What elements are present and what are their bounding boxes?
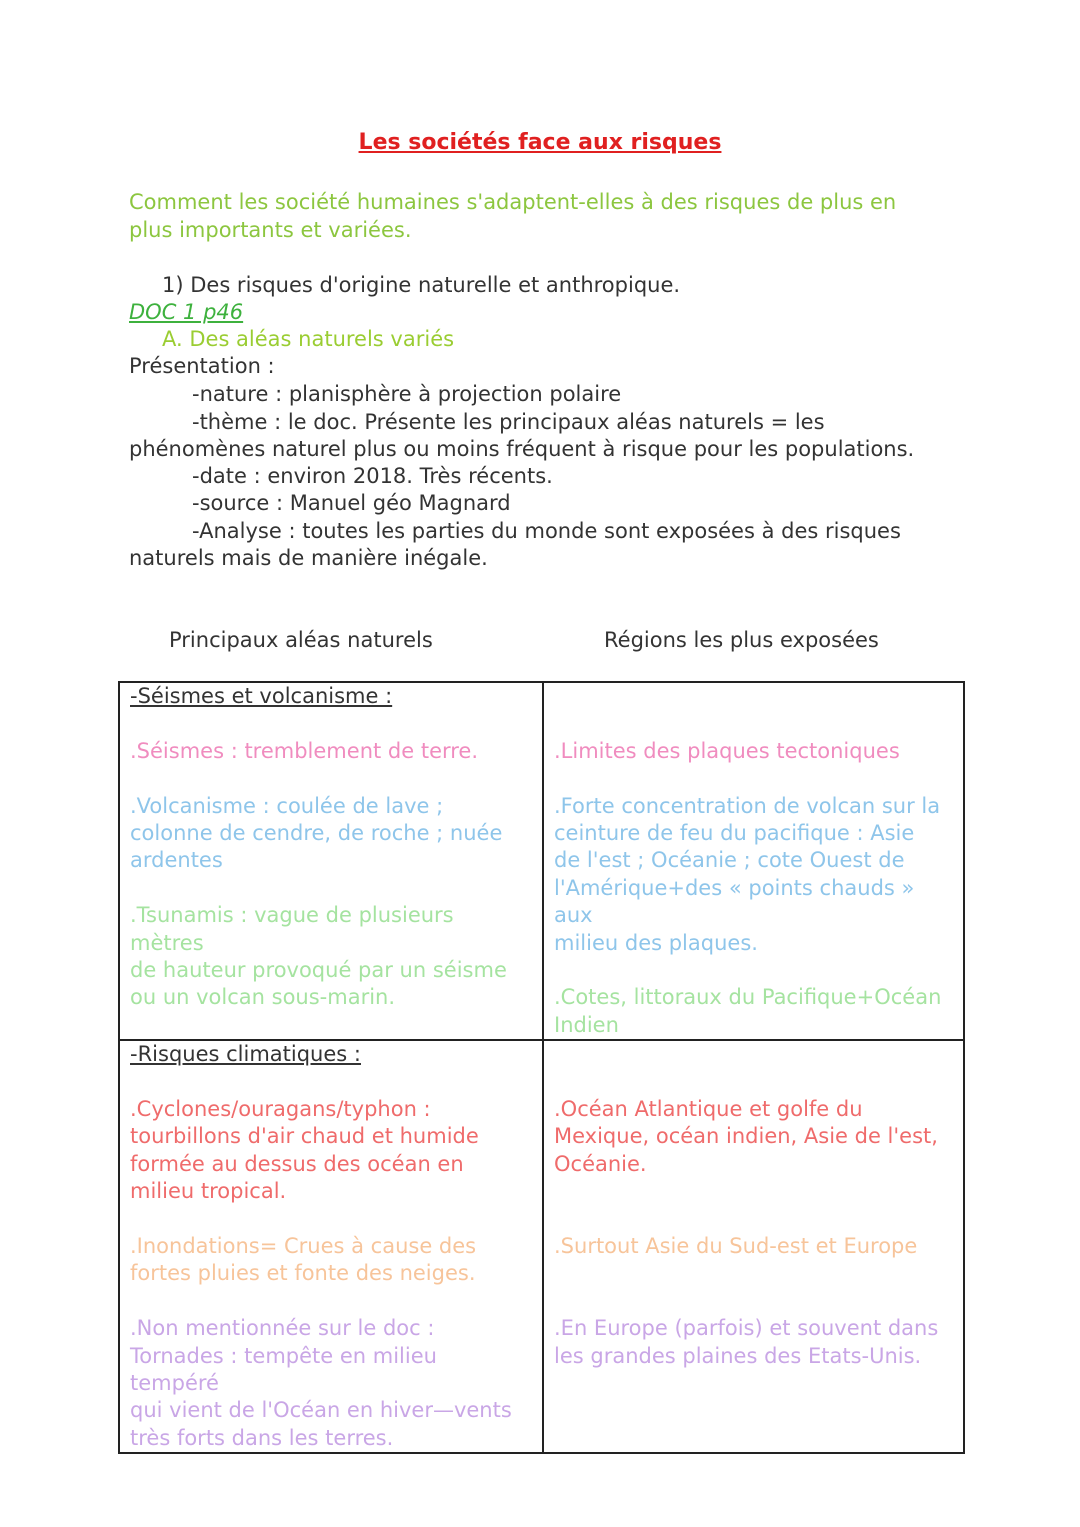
region-volcanisme-line: .Forte concentration de volcan sur la	[554, 793, 941, 818]
hazard-volcanisme-line: colonne de cendre, de roche ; nuée	[130, 821, 503, 845]
presentation-label: Présentation :	[129, 354, 275, 378]
hazard-tornades-line: Tornades : tempête en milieu tempéré	[130, 1343, 437, 1396]
hazard-tornades-line: très forts dans les terres.	[130, 1425, 394, 1450]
region-cyclones-line: .Océan Atlantique et golfe du	[554, 1097, 863, 1121]
presentation-analyse-continued: naturels mais de manière inégale.	[129, 546, 488, 570]
region-inondations: .Surtout Asie du Sud-est et Europe	[554, 1234, 918, 1258]
hazard-tornades-line: qui vient de l'Océan en hiver—vents	[130, 1398, 512, 1423]
hazard-tornades-line: .Non mentionnée sur le doc :	[130, 1316, 435, 1341]
subsection-heading: A. Des aléas naturels variés	[162, 327, 455, 351]
hazard-tsunamis-line: ou un volcan sous-marin.	[130, 985, 396, 1010]
hazard-cyclones-line: .Cyclones/ouragans/typhon :	[130, 1097, 431, 1122]
presentation-theme-continued: phénomènes naturel plus ou moins fréquent à risque pour les populations.	[129, 437, 915, 461]
risk-table	[118, 681, 965, 1454]
hazard-cyclones-line: milieu tropical.	[130, 1179, 287, 1204]
hazard-seismes: .Séismes : tremblement de terre.	[130, 738, 479, 763]
region-volcanisme-line: milieu des plaques.	[554, 930, 758, 955]
presentation-nature: -nature : planisphère à projection polaire	[192, 382, 622, 406]
hazard-cyclones-line: formée au dessus des océan en	[130, 1151, 464, 1176]
section-header-seismes: -Séismes et volcanisme :	[130, 684, 393, 708]
region-volcanisme-line: ceinture de feu du pacifique : Asie	[554, 820, 915, 845]
hazards-cell	[119, 682, 543, 1040]
hazards-cell	[119, 1040, 543, 1453]
regions-cell	[543, 1040, 964, 1453]
hazard-cyclones-line: tourbillons d'air chaud et humide	[130, 1124, 479, 1149]
region-tornades-line: .En Europe (parfois) et souvent dans	[554, 1316, 939, 1341]
doc-reference: DOC 1 p46	[129, 300, 244, 324]
problem-question: Comment les société humaines s'adaptent-elles à des risques de plus en plus importants et variées.	[129, 190, 897, 242]
region-cyclones-line: Océanie.	[554, 1151, 647, 1176]
region-tsunamis-line: Indien	[554, 1012, 619, 1037]
presentation-theme: -thème : le doc. Présente les principaux aléas naturels = les	[192, 410, 825, 434]
column-header-hazards: Principaux aléas naturels	[169, 628, 433, 652]
region-volcanisme-line: l'Amérique+des « points chauds » aux	[554, 875, 915, 928]
region-seismes: .Limites des plaques tectoniques	[554, 738, 900, 763]
region-tornades-line: les grandes plaines des Etats-Unis.	[554, 1343, 922, 1368]
regions-cell	[543, 682, 964, 1040]
table-row	[119, 1040, 964, 1453]
hazard-inondations-line: .Inondations= Crues à cause des	[130, 1234, 477, 1259]
hazard-tsunamis-line: .Tsunamis : vague de plusieurs mètres	[130, 903, 454, 955]
region-cyclones-line: Mexique, océan indien, Asie de l'est,	[554, 1124, 938, 1149]
page-title: Les sociétés face aux risques	[358, 130, 722, 155]
column-header-regions: Régions les plus exposées	[604, 628, 879, 652]
hazard-inondations-line: fortes pluies et fonte des neiges.	[130, 1261, 476, 1286]
region-volcanisme-line: de l'est ; Océanie ; cote Ouest de	[554, 848, 905, 873]
section-heading: 1) Des risques d'origine naturelle et anthropique.	[162, 273, 681, 297]
section-header-climatiques: -Risques climatiques :	[130, 1042, 361, 1067]
presentation-analyse: -Analyse : toutes les parties du monde sont exposées à des risques	[192, 519, 901, 543]
presentation-date: -date : environ 2018. Très récents.	[192, 464, 553, 488]
hazard-volcanisme-line: .Volcanisme : coulée de lave ;	[130, 793, 444, 818]
presentation-source: -source : Manuel géo Magnard	[192, 491, 511, 515]
region-tsunamis-line: .Cotes, littoraux du Pacifique+Océan	[554, 985, 942, 1010]
hazard-volcanisme-line: ardentes	[130, 848, 223, 873]
hazard-tsunamis-line: de hauteur provoqué par un séisme	[130, 958, 507, 983]
table-row	[119, 682, 964, 1040]
